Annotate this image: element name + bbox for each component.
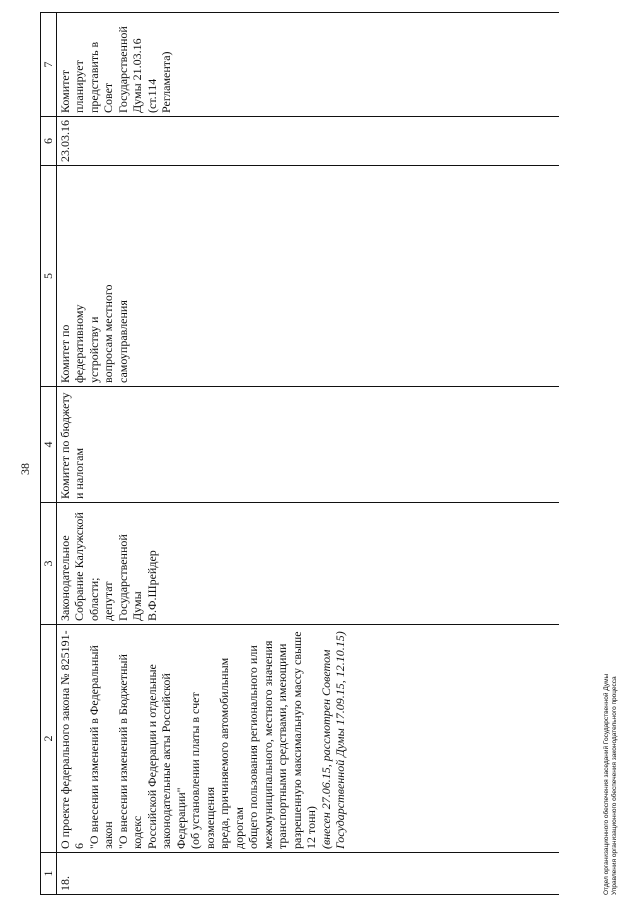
note-line: представить в Совет [86,41,115,113]
committee-line: и налогам [72,447,86,499]
description-line: законодательные акты Российской [159,673,173,849]
column-6-header: 6 [41,117,57,166]
agenda-table [40,12,559,895]
description-line: разрешенную максимальную массу свыше [289,631,304,849]
initiator-line: депутат [101,581,115,621]
initiator-line: Законодательное [57,535,72,621]
bill-description [56,625,559,853]
description-line: "О внесении изменений в Федеральный закон [86,645,115,849]
co-committee-line: вопросам местного [101,284,115,383]
description-line: "О внесении изменений в Бюджетный кодекс [115,654,144,849]
column-1-header: 1 [41,853,57,895]
status-note [56,13,559,117]
co-committee-line: самоуправления [115,300,130,383]
description-line: транспортными средствами, имеющими [275,643,289,849]
description-italic-line: (внесен 27.06.15, рассмотрен Советом [318,649,333,849]
co-executor-committee [56,166,559,387]
note-line: Государственной [115,26,130,113]
description-line: межмуниципального, местного значения [260,640,275,849]
initiator-line: Государственной [115,534,130,621]
table-row [56,13,559,895]
responsible-committee [56,387,559,503]
description-line: (об установлении платы в счет возмещения [188,692,217,849]
column-5-header: 5 [41,166,57,387]
initiator [56,503,559,625]
footer-line: Отдел организационного обеспечения заседаний Государственной Думы [603,673,610,895]
footer-line: Управления организационного обеспечения законодательного процесса [611,676,618,895]
description-line: Федерации" [173,787,188,849]
description-line: О проекте федерального закона № 825191-6 [57,630,86,849]
footer [603,674,619,895]
co-committee-line: устройству и [86,316,101,383]
description-line: общего пользования регионального или [246,645,260,849]
description-line: 12 тонн) [304,806,318,849]
initiator-line: Думы [130,591,144,621]
description-italic-line: Государственной Думы 17.09.15, 12.10.15) [333,631,347,849]
column-7-header: 7 [41,13,57,117]
row-number: 18. [56,853,559,895]
committee-line: Комитет по бюджету [57,392,72,499]
initiator-line: Собрание Калужской [72,512,86,621]
review-date: 23.03.16 [56,117,559,166]
initiator-line: области; [86,577,101,621]
description-line: вреда, причиняемого автомобильным дорогам [217,657,246,849]
column-4-header: 4 [41,387,57,503]
co-committee-line: Комитет по [57,324,72,383]
note-line: (ст.114 Регламента) [144,51,173,113]
column-3-header: 3 [41,503,57,625]
page-number: 38 [18,463,32,475]
note-line: Думы 21.03.16 [130,38,144,113]
initiator-line: В.Ф.Шрейдер [144,550,159,621]
note-line: Комитет планирует [57,60,86,113]
description-line: Российской Федерации и отдельные [144,664,159,849]
column-number-header [41,13,57,895]
co-committee-line: федеративному [72,304,86,383]
column-2-header: 2 [41,625,57,853]
